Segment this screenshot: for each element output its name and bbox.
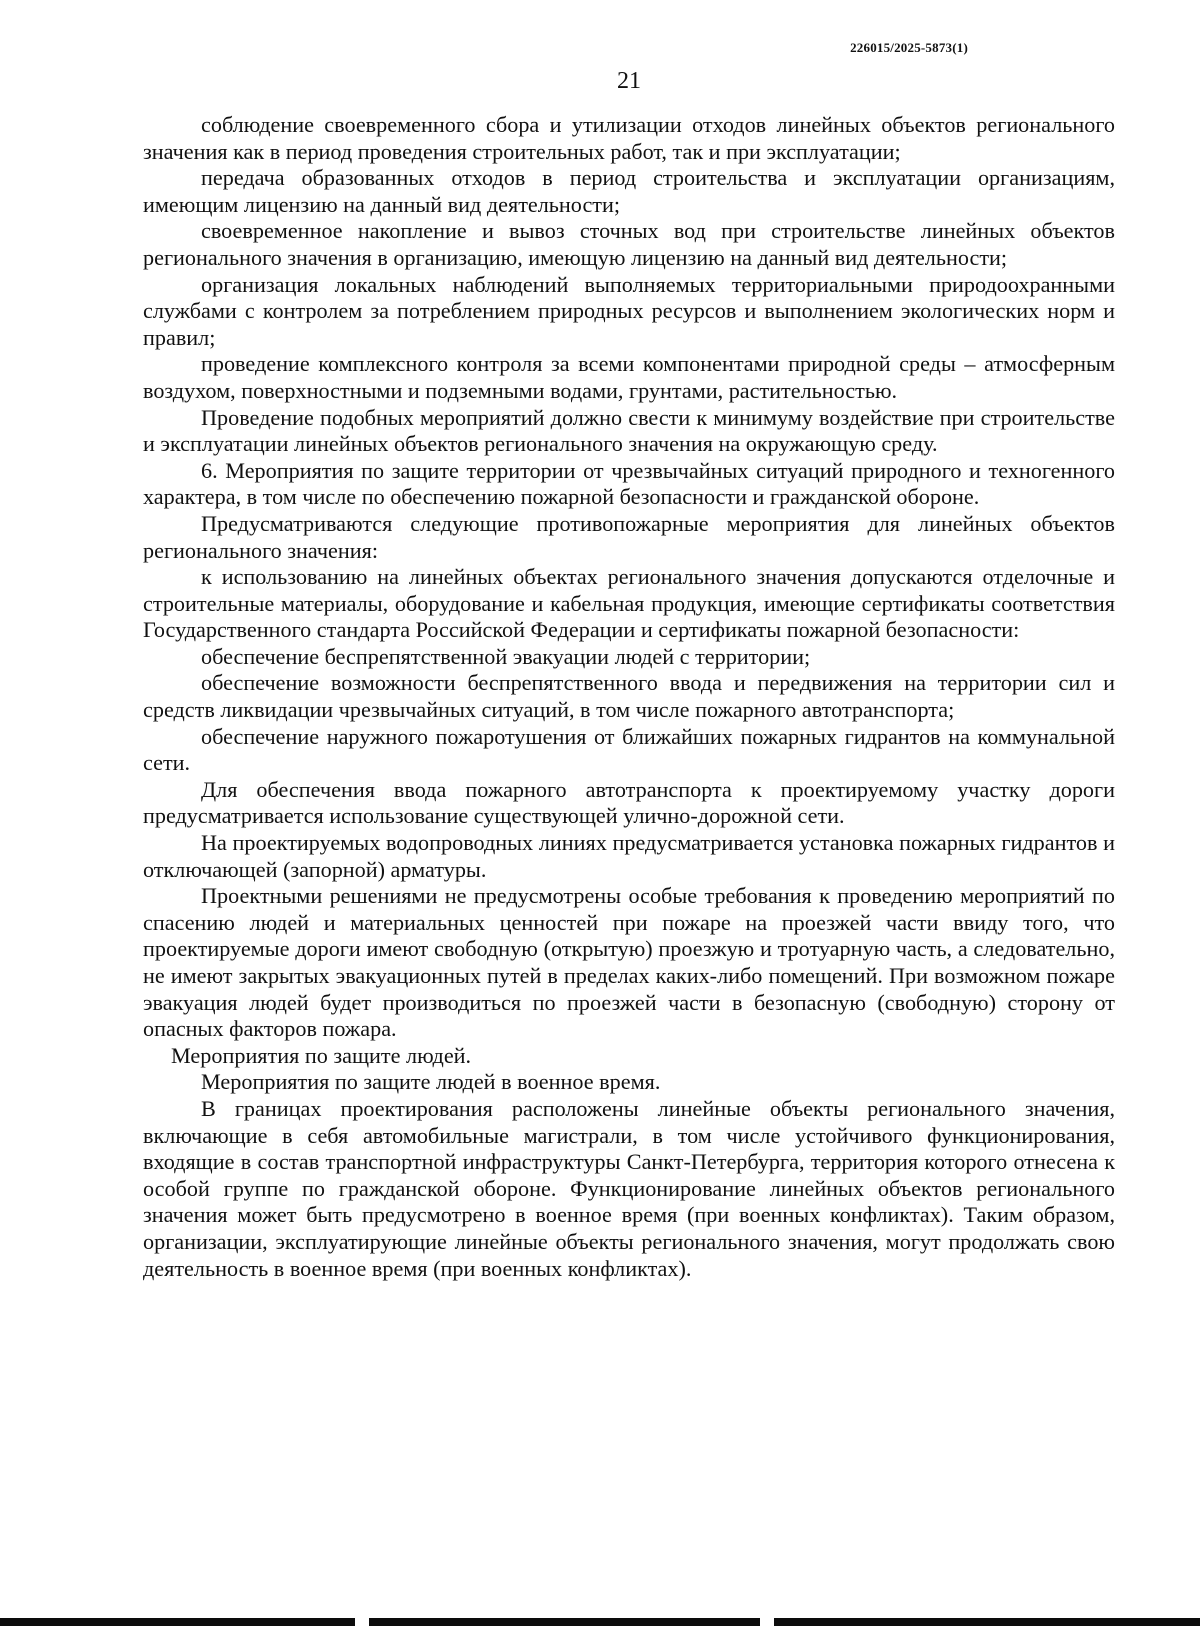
paragraph: На проектируемых водопроводных линиях предусматривается установка пожарных гидрантов и отключающей (запорной) арматуры. <box>143 830 1115 882</box>
scan-edge-gap <box>760 1618 774 1626</box>
section-heading: 6. Мероприятия по защите территории от чрезвычайных ситуаций природного и техногенного характера, в том числе по обеспечению пожарной безопасности и гражданской обороне. <box>143 457 1115 510</box>
paragraph: к использованию на линейных объектах регионального значения допускаются отделочные и строительные материалы, оборудование и кабельная продукция, имеющие сертификаты соответствия Государственного стандарта Российской Федерации и сертификаты пожарной безопасности: <box>143 564 1115 643</box>
page-number: 21 <box>617 68 641 94</box>
scan-edge-gap <box>355 1618 369 1626</box>
paragraph: своевременное накопление и вывоз сточных вод при строительстве линейных объектов регионального значения в организацию, имеющую лицензию на данный вид деятельности; <box>143 218 1115 270</box>
paragraph: проведение комплексного контроля за всеми компонентами природной среды – атмосферным воздухом, поверхностными и подземными водами, грунтами, растительностью. <box>143 351 1115 403</box>
paragraph: обеспечение наружного пожаротушения от ближайших пожарных гидрантов на коммунальной сети. <box>143 723 1115 776</box>
paragraph: Проектными решениями не предусмотрены особые требования к проведению мероприятий по спасению людей и материальных ценностей при пожаре на проезжей части ввиду того, что проектируемые дороги имеют свободную (открытую) проезжую и тротуарную часть, а следовательно, не имеют закрытых эвакуационных путей в пределах каких-либо помещений. При возможном пожаре эвакуация людей будет производиться по проезжей части в безопасную (свободную) сторону от опасных факторов пожара. <box>143 883 1115 1042</box>
paragraph: организация локальных наблюдений выполняемых территориальными природоохранными службами с контролем за потреблением природных ресурсов и выполнением экологических норм и правил; <box>143 271 1115 350</box>
paragraph: обеспечение возможности беспрепятственного ввода и передвижения на территории сил и средств ликвидации чрезвычайных ситуаций, в том числе пожарного автотранспорта; <box>143 670 1115 723</box>
paragraph: Мероприятия по защите людей. <box>171 1042 472 1068</box>
paragraph: соблюдение своевременного сбора и утилизации отходов линейных объектов регионального значения как в период проведения строительных работ, так и при эксплуатации; <box>143 112 1115 164</box>
paragraph: В границах проектирования расположены линейные объекты регионального значения, включающие в себя автомобильные магистрали, в том числе устойчивого функционирования, входящие в состав транспортной инфраструктуры Санкт-Петербурга, территория которого отнесена к особой группе по гражданской обороне. Функционирование линейных объектов регионального значения может быть предусмотрено в военное время (при военных конфликтах). Таким образом, организации, эксплуатирующие линейные объекты регионального значения, могут продолжать свою деятельность в военное время (при военных конфликтах). <box>143 1095 1115 1281</box>
scan-bottom-edge <box>0 1618 1200 1626</box>
paragraph: Проведение подобных мероприятий должно свести к минимуму воздействие при строительстве и эксплуатации линейных объектов регионального значения на окружающую среду. <box>143 404 1115 457</box>
paragraph: Мероприятия по защите людей в военное время. <box>201 1069 661 1095</box>
paragraph: передача образованных отходов в период строительства и эксплуатации организациям, имеющим лицензию на данный вид деятельности; <box>143 165 1115 217</box>
document-number: 226015/2025-5873(1) <box>850 40 968 55</box>
paragraph: Предусматриваются следующие противопожарные мероприятия для линейных объектов регионального значения: <box>143 510 1115 563</box>
document-body <box>143 112 1115 1282</box>
paragraph: обеспечение беспрепятственной эвакуации людей с территории; <box>201 643 811 669</box>
paragraph: Для обеспечения ввода пожарного автотранспорта к проектируемому участку дороги предусматривается использование существующей улично-дорожной сети. <box>143 776 1115 829</box>
